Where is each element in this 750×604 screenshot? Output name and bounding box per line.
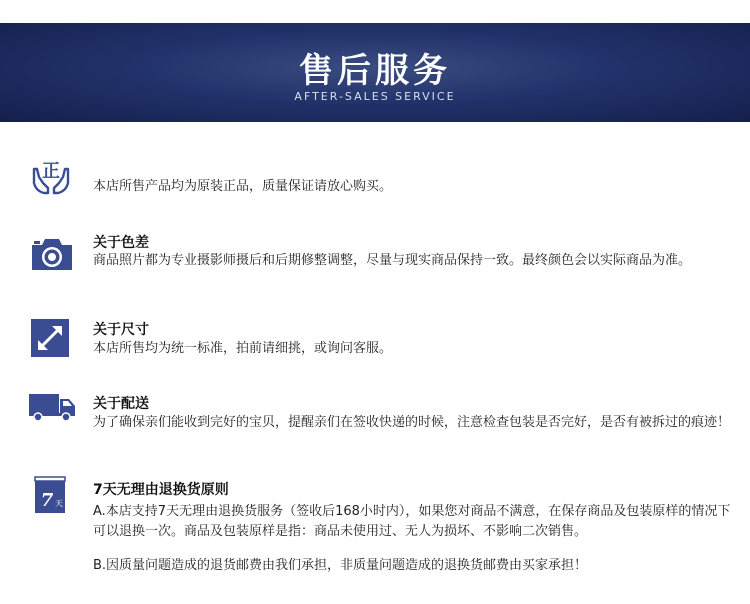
resize-arrow-icon [30, 318, 70, 358]
section-text: 本店所售产品均为原装正品，质量保证请放心购买。 [93, 179, 393, 194]
section-text-b: B.因质量问题造成的退货邮费由我们承担，非质量问题造成的退换货邮费由买家承担！ [93, 558, 588, 573]
section-text: 为了确保亲们能收到完好的宝贝，提醒亲们在签收快递的时候，注意检查包装是否完好，是否有被拆过的痕迹！ [93, 415, 731, 430]
authentic-hands-icon [30, 155, 72, 197]
authentic-char: 正 [42, 161, 60, 182]
camera-icon [30, 236, 74, 272]
section-authentic [0, 150, 750, 200]
section-seven-day-return [0, 473, 750, 583]
section-text: 本店所售均为统一标准，拍前请细挑，或询问客服。 [93, 341, 393, 356]
calendar-number: 7 [40, 490, 54, 511]
section-heading: 7天无理由退换货原则 [93, 482, 229, 498]
section-heading: 关于色差 [93, 235, 149, 251]
page-title: 售后服务 [299, 51, 451, 91]
section-heading: 关于尺寸 [93, 322, 149, 338]
section-delivery [0, 392, 750, 452]
section-heading: 关于配送 [93, 396, 149, 412]
page-subtitle: AFTER-SALES SERVICE [294, 90, 456, 103]
section-color-difference [0, 230, 750, 280]
section-text: 商品照片都为专业摄影师摄后和后期修整调整，尽量与现实商品保持一致。最终颜色会以实际商品为准。 [93, 253, 692, 268]
header-banner [0, 23, 750, 122]
section-text-a: A.本店支持7天无理由退换货服务（签收后168小时内），如果您对商品不满意，在保存商品及包装原样的情况下可以退换一次。商品及包装原样是指：商品未使用过、无人为损坏、不影响二次销售。 [93, 504, 731, 539]
calendar-unit: 天 [55, 499, 63, 508]
delivery-truck-icon [28, 392, 76, 422]
seven-day-calendar-icon [33, 475, 67, 515]
section-size [0, 318, 750, 362]
